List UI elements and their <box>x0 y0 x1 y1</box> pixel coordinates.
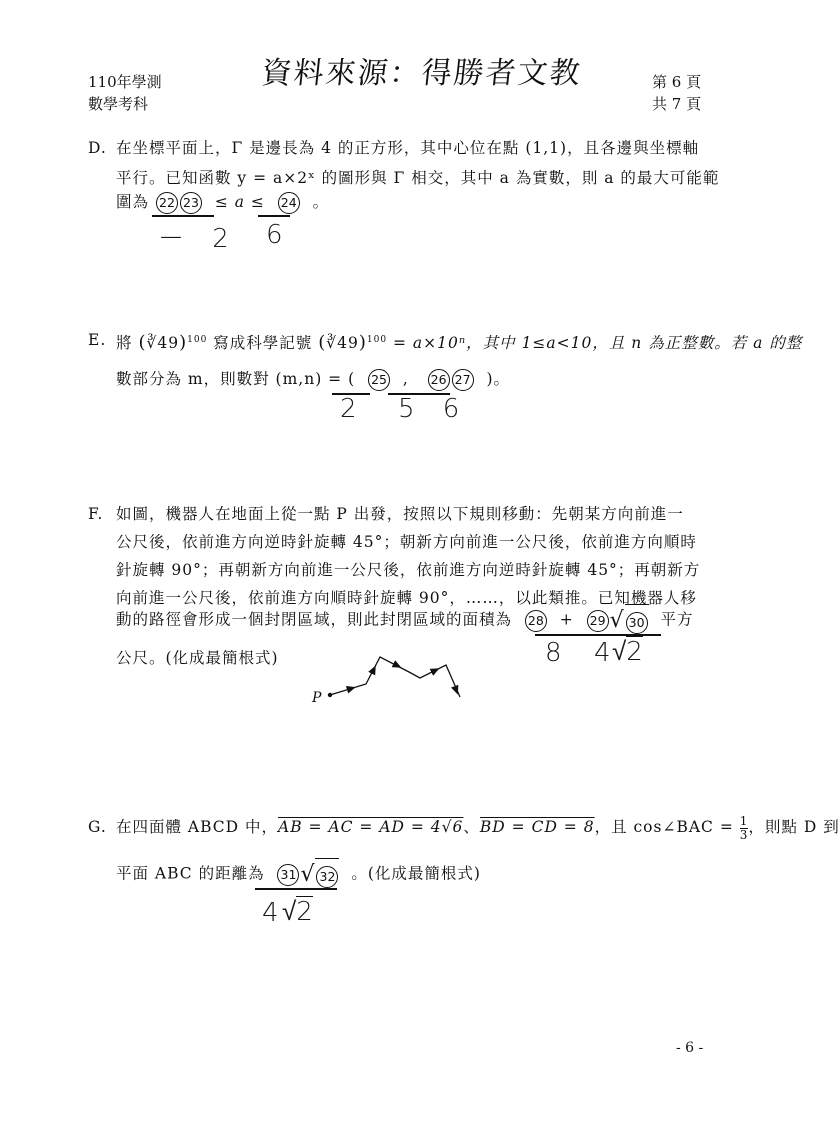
problem-g-eq1: AB = AC = AD = 4√6 <box>278 818 464 836</box>
answer-box-26[interactable]: 26 <box>428 369 450 391</box>
problem-f-line5-prefix: 動的路徑會形成一個封閉區域，則此封閉區域的面積為 <box>116 610 513 629</box>
answer-box-24[interactable]: 24 <box>278 192 300 214</box>
answer-underline-22-23 <box>152 215 214 217</box>
path-arrow-2 <box>372 669 374 673</box>
problem-g-line1-prefix: 在四面體 ABCD 中， <box>116 818 279 836</box>
answer-box-29[interactable]: 29 <box>587 610 609 632</box>
problem-d-inequality: ≤ a ≤ <box>214 193 265 211</box>
problem-f-label: F. <box>88 505 104 523</box>
handwritten-answer-f-root: 2 <box>626 637 643 667</box>
handwritten-answer-g-a: 4 <box>262 898 279 928</box>
answer-box-25[interactable]: 25 <box>368 369 390 391</box>
handwritten-answer-e-right: 5 6 <box>398 394 470 424</box>
problem-d-line3-prefix: 圍為 <box>116 193 150 211</box>
problem-e-line1-c: = a×10ⁿ，其中 1≤a<10，且 n 為正整數。若 a 的整 <box>393 334 803 353</box>
problem-g-line2-prefix: 平面 ABC 的距離為 <box>116 864 265 883</box>
problem-f-line5-suffix: 平方 <box>660 610 694 629</box>
problem-e-line2-prefix: 數部分為 m，則數對 (m,n) = ( <box>116 370 356 388</box>
answer-underline-31-32 <box>255 888 337 890</box>
problem-f-line4: 向前進一公尺後，依前進方向順時針旋轉 90°，……，以此類推。已知機器人移 <box>116 589 697 607</box>
header-left-line1: 110年學測 <box>88 73 162 91</box>
problem-g-sep: 、 <box>463 818 480 836</box>
handwritten-sqrt-sign-f: √ <box>612 637 627 667</box>
answer-box-23[interactable]: 23 <box>180 192 202 214</box>
problem-e-line1-b: 寫成科學記號 <box>213 334 313 353</box>
problem-f-line5 <box>116 604 694 637</box>
problem-e-root-2: ∛49 <box>326 334 359 353</box>
answer-box-32[interactable]: 32 <box>316 866 338 888</box>
handwritten-answer-f-b: 4 <box>594 638 611 668</box>
problem-g-line1-suffix: ，則點 D 到 <box>748 818 840 836</box>
answer-box-30[interactable]: 30 <box>626 612 648 634</box>
problem-e-line2 <box>116 364 510 394</box>
handwritten-answer-d-left: － 2 <box>158 224 239 254</box>
problem-d-label: D. <box>88 139 107 157</box>
answer-box-22[interactable]: 22 <box>156 192 178 214</box>
problem-e-label: E. <box>88 331 107 349</box>
problem-d-line2: 平行。已知函數 y = a×2ˣ 的圖形與 Γ 相交，其中 a 為實數，則 a 的最大可能範 <box>116 169 720 187</box>
problem-d-line3 <box>116 187 329 217</box>
handwritten-answer-f-a: 8 <box>545 638 562 668</box>
fraction-denominator: 3 <box>739 827 749 842</box>
problem-g-line1 <box>116 812 840 842</box>
problem-f-line1: 如圖，機器人在地面上從一點 P 出發，按照以下規則移動：先朝某方向前進一 <box>116 505 684 523</box>
problem-e-comma: , <box>402 370 409 388</box>
problem-g-label: G. <box>88 818 107 836</box>
handwritten-sqrt-f <box>612 636 643 667</box>
fraction-numerator: 1 <box>739 813 749 828</box>
problem-f-line2: 公尺後，依前進方向逆時針旋轉 45°；朝新方向前進一公尺後，依前進方向順時 <box>116 533 697 551</box>
problem-e-line2-suffix: )。 <box>486 370 511 388</box>
problem-e-exponent-2: 100 <box>366 335 388 345</box>
answer-box-31[interactable]: 31 <box>277 864 299 886</box>
path-arrow-3 <box>394 664 398 666</box>
answer-underline-24 <box>258 215 290 217</box>
problem-d-line1: 在坐標平面上，Γ 是邊長為 4 的正方形，其中心位在點 (1,1)，且各邊與坐標軸 <box>116 139 700 157</box>
handwritten-answer-g-root: 2 <box>296 897 313 927</box>
handwritten-source-note: 資料來源：得勝者文教 <box>259 56 584 91</box>
problem-g-line2 <box>116 858 481 891</box>
problem-f-line6: 公尺。(化成最簡根式) <box>116 649 279 667</box>
problem-g-cos: ，且 cos∠BAC = <box>594 818 734 836</box>
handwritten-sqrt-g <box>282 896 313 927</box>
robot-path-line <box>330 657 460 697</box>
problem-e-line1-a: 將 <box>116 334 133 353</box>
sqrt-symbol-g: √ 32 <box>300 858 339 891</box>
problem-f-plus: + <box>559 610 574 629</box>
robot-path-figure <box>300 645 480 715</box>
answer-box-28[interactable]: 28 <box>525 610 547 632</box>
problem-f-line3: 針旋轉 90°；再朝新方向前進一公尺後，依前進方向逆時針旋轉 45°；再朝新方 <box>116 561 701 579</box>
problem-d-line3-suffix: 。 <box>312 193 330 211</box>
path-arrow-1 <box>348 688 352 689</box>
problem-g-line2-suffix: 。(化成最簡根式) <box>351 864 481 883</box>
problem-e-exponent: 100 <box>187 335 208 345</box>
answer-box-27[interactable]: 27 <box>452 369 474 391</box>
sqrt-symbol: √ 30 <box>610 604 649 637</box>
header-page-label: 第 6 頁 <box>652 73 702 91</box>
handwritten-answer-d-right: 6 <box>266 220 293 250</box>
problem-e-root: ∛49 <box>146 334 180 353</box>
header-total-pages: 共 7 頁 <box>652 95 702 113</box>
problem-e-line1: 將 (∛49)$^{100}$ 寫成科學記號 (∛49)$^{100}$ = a×10ⁿ，其中 1≤a<10，且 n 為正整數。若 a 的整 <box>116 332 803 354</box>
footer-page-number: - 6 - <box>676 1040 704 1056</box>
handwritten-sqrt-sign-g: √ <box>282 897 297 927</box>
handwritten-answer-e-left: 2 <box>340 394 367 424</box>
point-p-label: P <box>312 690 322 706</box>
problem-g-eq2: BD = CD = 8 <box>479 818 595 836</box>
header-left-line2: 數學考科 <box>88 95 149 113</box>
path-arrow-4 <box>432 670 436 672</box>
